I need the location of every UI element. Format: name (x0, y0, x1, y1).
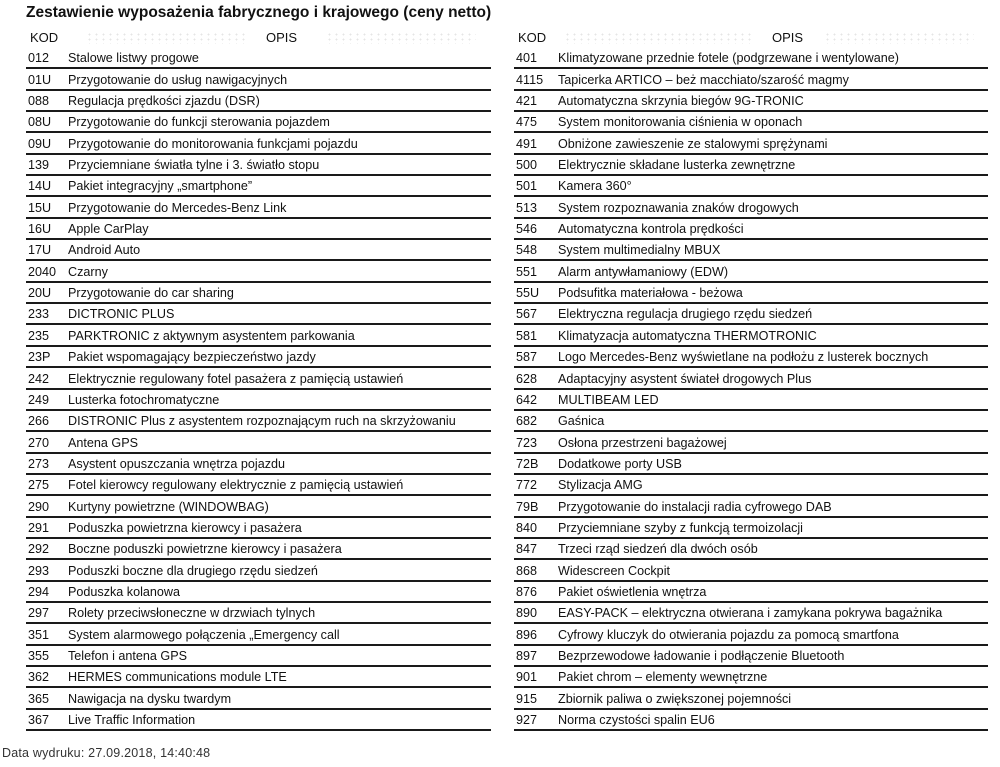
option-code: 546 (516, 222, 538, 237)
option-code: 890 (516, 606, 538, 621)
scan-noise (86, 32, 246, 44)
option-description: Czarny (68, 264, 108, 279)
option-code: 55U (516, 286, 540, 301)
option-description: Tapicerka ARTICO – beż macchiato/szarość magmy (558, 72, 849, 87)
equipment-row (26, 325, 491, 346)
equipment-row (26, 219, 491, 240)
equipment-row (514, 368, 988, 389)
option-description: Pakiet oświetlenia wnętrza (558, 584, 707, 599)
option-code: 09U (28, 136, 52, 151)
option-code: 23P (28, 350, 51, 365)
option-code: 551 (516, 264, 538, 279)
equipment-row (26, 240, 491, 261)
equipment-list-right (514, 28, 988, 731)
equipment-list-left (26, 28, 491, 731)
option-description: Alarm antywłamaniowy (EDW) (558, 264, 729, 279)
option-description: Asystent opuszczania wnętrza pojazdu (68, 456, 286, 471)
option-code: 235 (28, 328, 50, 343)
option-description: Podsufitka materiałowa - beżowa (558, 286, 743, 301)
equipment-row (514, 304, 988, 325)
equipment-row (514, 48, 988, 69)
description-column-header: OPIS (266, 30, 298, 45)
option-description: DISTRONIC Plus z asystentem rozpoznającym ruch na skrzyżowaniu (68, 414, 456, 429)
option-code: 847 (516, 542, 538, 557)
option-description: Klimatyzacja automatyczna THERMOTRONIC (558, 328, 817, 343)
print-date: Data wydruku: 27.09.2018, 14:40:48 (2, 746, 211, 760)
option-description: Kurtyny powietrzne (WINDOWBAG) (68, 499, 269, 514)
option-code: 772 (516, 478, 538, 493)
option-code: 840 (516, 520, 538, 535)
equipment-row (26, 261, 491, 282)
option-description: Logo Mercedes-Benz wyświetlane na podłożu z lusterek bocznych (558, 350, 929, 365)
equipment-row (514, 133, 988, 154)
option-description: Kamera 360° (558, 179, 632, 194)
option-description: Live Traffic Information (68, 713, 196, 727)
option-description: HERMES communications module LTE (68, 670, 287, 685)
option-description: System alarmowego połączenia „Emergency call (68, 627, 340, 642)
option-code: 2040 (28, 264, 57, 279)
option-description: Automatyczna kontrola prędkości (558, 222, 744, 237)
equipment-row (514, 667, 988, 688)
equipment-row (26, 155, 491, 176)
option-description: EASY-PACK – elektryczna otwierana i zamykana pokrywa bagażnika (558, 606, 943, 621)
option-code: 587 (516, 350, 538, 365)
equipment-row (514, 560, 988, 581)
equipment-row (514, 325, 988, 346)
equipment-row (514, 91, 988, 112)
equipment-row (26, 133, 491, 154)
option-description: Elektryczna regulacja drugiego rzędu siedzeń (558, 307, 813, 322)
option-code: 270 (28, 435, 50, 450)
equipment-row (514, 432, 988, 453)
equipment-row (514, 411, 988, 432)
equipment-row (26, 496, 491, 517)
equipment-row (514, 646, 988, 667)
scan-noise (564, 32, 754, 44)
equipment-row (26, 624, 491, 645)
option-description: Stalowe listwy progowe (68, 51, 199, 66)
equipment-row (26, 539, 491, 560)
option-code: 513 (516, 200, 538, 215)
option-code: 682 (516, 414, 538, 429)
equipment-row (26, 603, 491, 624)
equipment-row (26, 283, 491, 304)
option-description: Automatyczna skrzynia biegów 9G-TRONIC (558, 94, 804, 109)
option-code: 249 (28, 392, 50, 407)
column-header (26, 28, 491, 48)
option-description: Adaptacyjny asystent świateł drogowych Plus (558, 371, 812, 386)
option-description: Przyciemniane szyby z funkcją termoizolacji (558, 520, 803, 535)
option-description: Przyciemniane światła tylne i 3. światło stopu (68, 158, 320, 173)
equipment-row (26, 710, 491, 731)
option-code: 475 (516, 115, 538, 130)
equipment-rows-left (26, 48, 491, 731)
equipment-row (514, 261, 988, 282)
option-code: 20U (28, 286, 52, 301)
option-description: Klimatyzowane przednie fotele (podgrzewane i wentylowane) (558, 51, 899, 66)
equipment-rows-right (514, 48, 988, 731)
code-column-header: KOD (518, 30, 547, 45)
option-code: 491 (516, 136, 538, 151)
option-description: Poduszka powietrzna kierowcy i pasażera (68, 520, 302, 535)
option-code: 501 (516, 179, 538, 194)
option-description: Widescreen Cockpit (558, 563, 670, 578)
equipment-row (514, 197, 988, 218)
equipment-row (26, 454, 491, 475)
equipment-row (26, 304, 491, 325)
scan-noise (824, 32, 974, 44)
option-code: 500 (516, 158, 538, 173)
option-code: 242 (28, 371, 50, 386)
option-code: 088 (28, 94, 50, 109)
option-description: Przygotowanie do car sharing (68, 286, 234, 301)
option-description: Obniżone zawieszenie ze stalowymi sprężynami (558, 136, 828, 151)
equipment-row (26, 347, 491, 368)
option-code: 72B (516, 456, 539, 471)
equipment-row (26, 91, 491, 112)
option-code: 297 (28, 606, 50, 621)
equipment-row (26, 112, 491, 133)
option-description: Przygotowanie do monitorowania funkcjami pojazdu (68, 136, 358, 151)
equipment-row (514, 475, 988, 496)
equipment-row (26, 646, 491, 667)
option-code: 79B (516, 499, 539, 514)
option-description: Antena GPS (68, 435, 139, 450)
option-description: Osłona przestrzeni bagażowej (558, 435, 727, 450)
option-description: Elektrycznie składane lusterka zewnętrzne (558, 158, 796, 173)
equipment-row (514, 69, 988, 90)
option-description: Dodatkowe porty USB (558, 456, 682, 471)
option-description: Zbiornik paliwa o zwiększonej pojemności (558, 691, 792, 706)
option-code: 275 (28, 478, 50, 493)
equipment-row (26, 475, 491, 496)
option-description: Pakiet chrom – elementy wewnętrzne (558, 670, 768, 685)
option-code: 901 (516, 670, 538, 685)
column-header (514, 28, 988, 48)
option-code: 628 (516, 371, 538, 386)
equipment-row (514, 155, 988, 176)
option-description: Poduszki boczne dla drugiego rzędu siedzeń (68, 563, 318, 578)
equipment-row (26, 390, 491, 411)
option-description: Apple CarPlay (68, 222, 149, 237)
code-column-header: KOD (30, 30, 59, 45)
option-description: Telefon i antena GPS (68, 648, 188, 663)
option-description: Cyfrowy kluczyk do otwierania pojazdu za pomocą smartfona (558, 627, 899, 642)
option-code: 4115 (516, 72, 544, 87)
option-code: 581 (516, 328, 538, 343)
equipment-row (514, 603, 988, 624)
option-description: Nawigacja na dysku twardym (68, 691, 232, 706)
option-description: System rozpoznawania znaków drogowych (558, 200, 799, 215)
equipment-row (514, 219, 988, 240)
equipment-row (26, 176, 491, 197)
option-code: 266 (28, 414, 50, 429)
equipment-row (514, 582, 988, 603)
equipment-row (26, 69, 491, 90)
equipment-row (514, 390, 988, 411)
option-code: 723 (516, 435, 538, 450)
option-description: Trzeci rząd siedzeń dla dwóch osób (558, 542, 758, 557)
option-code: 290 (28, 499, 50, 514)
equipment-row (26, 432, 491, 453)
option-code: 233 (28, 307, 50, 322)
equipment-row (514, 496, 988, 517)
option-code: 365 (28, 691, 50, 706)
equipment-row (514, 624, 988, 645)
document-title: Zestawienie wyposażenia fabrycznego i krajowego (ceny netto) (26, 4, 492, 21)
equipment-row (514, 283, 988, 304)
option-description: Rolety przeciwsłoneczne w drzwiach tylnych (68, 606, 316, 621)
option-code: 567 (516, 307, 538, 322)
equipment-row (514, 454, 988, 475)
option-code: 362 (28, 670, 50, 685)
option-code: 401 (516, 51, 538, 66)
equipment-row (26, 411, 491, 432)
option-code: 139 (28, 158, 50, 173)
option-code: 291 (28, 520, 50, 535)
equipment-row (26, 582, 491, 603)
option-code: 14U (28, 179, 52, 194)
option-description: Pakiet wspomagający bezpieczeństwo jazdy (68, 350, 316, 365)
equipment-row (514, 112, 988, 133)
equipment-row (514, 176, 988, 197)
option-code: 17U (28, 243, 52, 258)
option-code: 294 (28, 584, 50, 599)
option-code: 16U (28, 222, 52, 237)
option-description: DICTRONIC PLUS (68, 307, 175, 322)
option-code: 292 (28, 542, 50, 557)
equipment-row (26, 518, 491, 539)
option-description: Przygotowanie do Mercedes-Benz Link (68, 200, 287, 215)
option-description: Przygotowanie do instalacji radia cyfrowego DAB (558, 499, 832, 514)
option-description: Pakiet integracyjny „smartphone” (68, 179, 253, 194)
equipment-row (514, 539, 988, 560)
option-code: 915 (516, 691, 538, 706)
equipment-row (26, 688, 491, 709)
option-description: MULTIBEAM LED (558, 392, 659, 407)
option-description: Bezprzewodowe ładowanie i podłączenie Bluetooth (558, 648, 845, 663)
equipment-row (26, 667, 491, 688)
option-description: Przygotowanie do funkcji sterowania pojazdem (68, 115, 330, 130)
option-description: Regulacja prędkości zjazdu (DSR) (68, 94, 260, 109)
option-code: 927 (516, 713, 538, 727)
equipment-row (26, 48, 491, 69)
equipment-row (26, 560, 491, 581)
option-description: Elektrycznie regulowany fotel pasażera z pamięcią ustawień (68, 371, 404, 386)
option-code: 421 (516, 94, 538, 109)
option-code: 548 (516, 243, 538, 258)
equipment-row (26, 197, 491, 218)
option-description: PARKTRONIC z aktywnym asystentem parkowania (68, 328, 355, 343)
option-code: 367 (28, 713, 50, 727)
option-code: 273 (28, 456, 50, 471)
option-description: Gaśnica (558, 414, 605, 429)
option-code: 896 (516, 627, 538, 642)
equipment-row (514, 688, 988, 709)
option-code: 351 (28, 627, 50, 642)
option-code: 293 (28, 563, 50, 578)
option-description: System monitorowania ciśnienia w oponach (558, 115, 803, 130)
option-description: System multimedialny MBUX (558, 243, 721, 258)
option-description: Stylizacja AMG (558, 478, 643, 493)
option-description: Poduszka kolanowa (68, 584, 181, 599)
option-code: 642 (516, 392, 538, 407)
description-column-header: OPIS (772, 30, 804, 45)
option-code: 012 (28, 51, 50, 66)
option-code: 01U (28, 72, 52, 87)
option-description: Lusterka fotochromatyczne (68, 392, 220, 407)
equipment-row (514, 518, 988, 539)
option-description: Norma czystości spalin EU6 (558, 713, 715, 727)
scan-noise (326, 32, 476, 44)
option-description: Przygotowanie do usług nawigacyjnych (68, 72, 288, 87)
option-description: Android Auto (68, 243, 141, 258)
equipment-row (514, 710, 988, 731)
option-code: 08U (28, 115, 52, 130)
option-code: 876 (516, 584, 538, 599)
option-code: 355 (28, 648, 50, 663)
option-code: 897 (516, 648, 538, 663)
option-description: Fotel kierowcy regulowany elektrycznie z pamięcią ustawień (68, 478, 404, 493)
equipment-row (514, 240, 988, 261)
option-description: Boczne poduszki powietrzne kierowcy i pasażera (68, 542, 342, 557)
equipment-row (514, 347, 988, 368)
equipment-row (26, 368, 491, 389)
option-code: 868 (516, 563, 538, 578)
option-code: 15U (28, 200, 52, 215)
